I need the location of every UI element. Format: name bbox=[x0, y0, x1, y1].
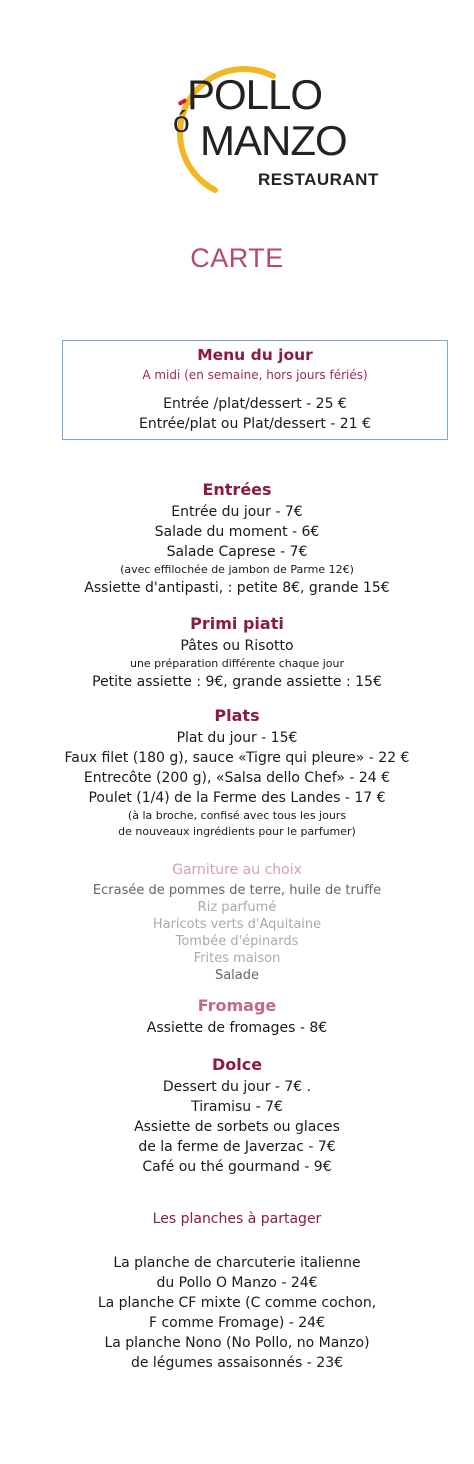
menu-item: Tombée d'épinards bbox=[175, 934, 299, 949]
menu-du-jour-row: Entrée/plat ou Plat/dessert - 21 € bbox=[139, 416, 371, 432]
menu-du-jour-row: Entrée /plat/dessert - 25 € bbox=[163, 396, 347, 412]
menu-item: Assiette d'antipasti, : petite 8€, grande 15€ bbox=[84, 580, 390, 596]
logo-line-pollo: POLLO bbox=[187, 71, 323, 118]
menu-item: Salade du moment - 6€ bbox=[154, 524, 320, 540]
menu-item: Ecrasée de pommes de terre, huile de truffe bbox=[92, 883, 382, 898]
menu-item: Petite assiette : 9€, grande assiette : 15€ bbox=[92, 674, 382, 690]
section-plats bbox=[0, 704, 474, 840]
menu-item: Pâtes ou Risotto bbox=[180, 638, 294, 654]
menu-du-jour-subtitle: A midi (en semaine, hors jours fériés) bbox=[142, 368, 368, 382]
menu-du-jour-box bbox=[62, 340, 448, 440]
section-dolce bbox=[0, 1053, 474, 1177]
section-planches bbox=[0, 1207, 474, 1373]
menu-note: (avec effilochée de jambon de Parme 12€) bbox=[120, 563, 354, 576]
menu-item: La planche CF mixte (C comme cochon, bbox=[97, 1295, 377, 1311]
section-title-entrees: Entrées bbox=[202, 480, 272, 499]
menu-item: Faux filet (180 g), sauce «Tigre qui pleure» - 22 € bbox=[64, 750, 410, 766]
menu-item: Café ou thé gourmand - 9€ bbox=[142, 1159, 332, 1175]
logo-line-restaurant: RESTAURANT bbox=[258, 170, 379, 189]
menu-item: La planche Nono (No Pollo, no Manzo) bbox=[104, 1335, 370, 1351]
menu-item: Plat du jour - 15€ bbox=[176, 730, 298, 746]
section-primi-piati bbox=[0, 612, 474, 692]
menu-item: Frites maison bbox=[193, 951, 281, 966]
menu-item: Haricots verts d'Aquitaine bbox=[152, 917, 322, 932]
section-entrees bbox=[0, 478, 474, 598]
section-fromage bbox=[0, 994, 474, 1038]
menu-item: La planche de charcuterie italienne bbox=[113, 1255, 361, 1271]
menu-item: du Pollo O Manzo - 24€ bbox=[156, 1275, 318, 1291]
menu-item: Entrée du jour - 7€ bbox=[171, 504, 303, 520]
restaurant-logo bbox=[155, 62, 379, 202]
menu-item: Riz parfumé bbox=[197, 900, 277, 915]
menu-note: (à la broche, confisé avec tous les jours bbox=[127, 809, 347, 822]
menu-item: Poulet (1/4) de la Ferme des Landes - 17 € bbox=[88, 790, 386, 806]
menu-item: Tiramisu - 7€ bbox=[191, 1099, 283, 1115]
menu-item: de légumes assaisonnés - 23€ bbox=[130, 1355, 344, 1371]
menu-item: Dessert du jour - 7€ . bbox=[162, 1079, 312, 1095]
logo-line-manzo: MANZO bbox=[200, 117, 347, 164]
menu-item: Salade Caprese - 7€ bbox=[166, 544, 308, 560]
menu-item: Assiette de fromages - 8€ bbox=[146, 1020, 328, 1036]
menu-note: de nouveaux ingrédients pour le parfumer) bbox=[118, 825, 356, 838]
section-title-garniture: Garniture au choix bbox=[172, 862, 302, 878]
menu-item: Entrecôte (200 g), «Salsa dello Chef» - 24 € bbox=[83, 770, 391, 786]
menu-item: Salade bbox=[214, 968, 260, 983]
section-title-fromage: Fromage bbox=[197, 996, 277, 1015]
section-title-primi: Primi piati bbox=[190, 614, 284, 633]
menu-item: de la ferme de Javerzac - 7€ bbox=[138, 1139, 336, 1155]
section-title-plats: Plats bbox=[214, 706, 260, 725]
page-title: CARTE bbox=[190, 243, 284, 273]
section-title-dolce: Dolce bbox=[211, 1055, 263, 1074]
menu-du-jour-title: Menu du jour bbox=[197, 346, 313, 364]
section-title-planches: Les planches à partager bbox=[152, 1211, 322, 1227]
section-garniture bbox=[0, 858, 474, 984]
menu-item: F comme Fromage) - 24€ bbox=[148, 1315, 325, 1331]
menu-note: une préparation différente chaque jour bbox=[129, 657, 345, 670]
menu-item: Assiette de sorbets ou glaces bbox=[134, 1119, 340, 1135]
logo-o: ó bbox=[173, 106, 190, 139]
